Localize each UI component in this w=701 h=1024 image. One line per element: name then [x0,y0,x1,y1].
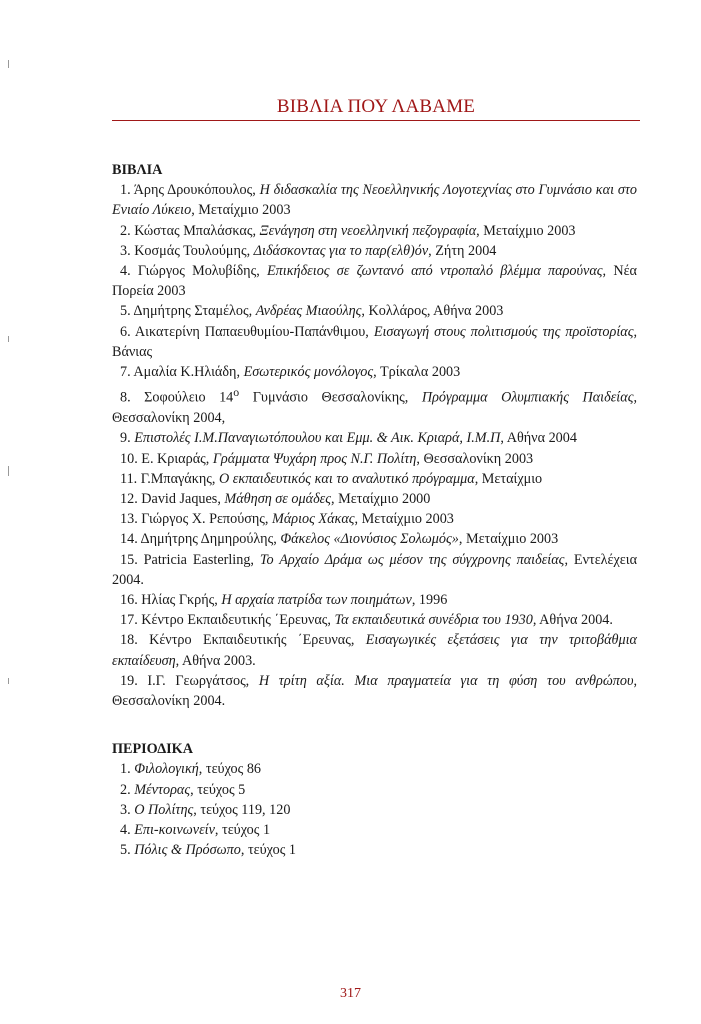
entry-post: , Βάνιας [112,323,638,360]
list-item [112,840,637,860]
entry-post: , Μεταίχμιο 2003 [476,222,576,239]
entry-title: Διδάσκοντας για το παρ(ελθ)όν [253,242,429,259]
entry-post: , Κολλάρος, Αθήνα 2003 [361,303,504,320]
entry-post: , Νέα Πορεία 2003 [112,263,637,300]
entry-post: , Μεταίχμιο 2003 [458,531,559,548]
list-item [112,428,637,448]
scan-margin-mark [8,336,9,342]
entry-post: , Μεταίχμιο [474,470,543,487]
entry-title: Επιστολές Ι.Μ.Παναγιωτόπουλου και Εμμ. & Αικ. Κριαρά, Ι.Μ.Π [134,430,501,447]
entry-title: Επικήδειος σε ζωντανό από ντροπαλό βλέμμα παρούνας [267,263,603,280]
list-item [112,529,637,549]
entry-title: Ξενάγηση στη νεοελληνική πεζογραφία [259,222,477,239]
entry-title: Μάριος Χάκας [272,511,355,528]
entry-post: , τεύχος 119, 120 [193,801,291,818]
periodicals-heading: ΠΕΡΙΟΔΙΚΑ [112,741,193,758]
list-item [112,759,637,779]
scan-margin-mark [8,60,9,68]
list-item [112,362,637,382]
entry-pre: 5. Δημήτρης Σταμέλος, [120,303,256,320]
entry-title: Ο εκπαιδευτικός και το αναλυτικό πρόγραμμα [219,470,475,487]
entry-pre: 18. Κέντρο Εκπαιδευτικής ΄Ερευνας, [120,632,366,649]
list-item [112,449,637,469]
entry-title: Εισαγωγή στους πολιτισμούς της προϊστορίας [373,323,634,340]
entry-post: , τεύχος 86 [198,761,262,778]
entry-pre: 5. [120,842,135,859]
list-item [112,780,637,800]
entry-post: , Μεταίχμιο 2000 [331,490,431,507]
entry-post: , τεύχος 5 [190,781,246,798]
entry-post: , 1996 [411,592,448,608]
entry-pre: 11. Γ.Μπαγάκης, [120,470,219,487]
entry-pre: 1. [120,761,135,778]
entry-pre: 17. Κέντρο Εκπαιδευτικής ΄Ερευνας, [120,612,335,629]
entry-title: Εσωτερικός μονόλογος [243,364,374,381]
entry-pre: 15. Patricia Easterling, [120,551,260,568]
entry-title: Το Αρχαίο Δράμα ως μέσον της σύγχρονης παιδείας [259,551,565,568]
entry-pre: 12. David Jaques, [120,490,225,507]
entry-pre: 3. [120,801,135,818]
list-item [112,671,637,711]
entry-pre: 10. Ε. Κριαράς, [120,450,213,467]
entry-title: Φάκελος «Διονύσιος Σολωμός» [280,531,459,548]
books-heading: ΒΙΒΛΙΑ [112,162,163,178]
entry-pre: 4. [120,822,135,839]
entry-post: , Μεταίχμιο 2003 [354,511,454,528]
entry-title: Τα εκπαιδευτικά συνέδρια του 1930 [334,612,533,629]
entry-title: Η τρίτη αξία. Μια πραγματεία για τη φύση του ανθρώπου [258,672,634,689]
list-item [112,800,637,820]
entry-pre: 2. [120,781,135,798]
entry-title: Μέντορας [134,781,191,798]
list-item [112,550,637,590]
entry-pre2: Γυμνάσιο Θεσσαλονίκης, [239,389,422,406]
list-item [112,469,637,489]
entry-post: , Τρίκαλα 2003 [373,364,461,381]
scan-margin-mark [8,466,9,476]
list-item [112,241,637,261]
entry-post: , Θεσσαλονίκη 2004. [112,672,637,710]
periodicals-list [112,759,637,860]
page-title: ΒΙΒΛΙΑ ΠΟΥ ΛΑΒΑΜΕ [276,96,476,117]
scan-margin-mark [8,678,9,684]
entry-pre: 2. Κώστας Μπαλάσκας, [120,222,260,239]
title-rule [112,120,640,121]
entry-title: Μάθηση σε ομάδες [224,490,332,507]
entry-post: , Θεσσαλονίκη 2004, [112,389,637,427]
list-item [112,610,637,630]
entry-pre: 3. Κοσμάς Τουλούμης, [120,242,254,259]
entry-pre: 6. Αικατερίνη Παπαευθυμίου-Παπάνθιμου, [120,323,374,340]
entry-post: , Ζήτη 2004 [428,242,497,259]
list-item [112,322,637,362]
entry-title: Γράμματα Ψυχάρη προς Ν.Γ. Πολίτη [212,450,417,467]
entry-pre: 1. Άρης Δρουκόπουλος, [120,182,260,199]
entry-title: Ο Πολίτης [134,801,194,818]
list-item [112,301,637,321]
entry-pre: 9. [120,430,135,447]
entry-post: , τεύχος 1 [214,822,271,839]
entry-title: Εισαγωγικές εξετάσεις για την τριτοβάθμια εκπαίδευση [112,632,637,669]
entry-title: Πρόγραμμα Ολυμπιακής Παιδείας [421,389,634,406]
entry-title: Πόλις & Πρόσωπο [134,842,241,859]
entry-pre: 14. Δημήτρης Δημηρούλης, [120,531,281,548]
entry-post: , Αθήνα 2004. [532,612,613,629]
entry-post: , Θεσσαλονίκη 2003 [416,450,534,467]
entry-title: Επι-κοινωνείν [134,822,215,839]
entry-pre: 4. Γιώργος Μολυβίδης, [120,263,267,280]
entry-pre: 16. Ηλίας Γκρής, [120,592,222,608]
entry-post: , τεύχος 1 [240,842,296,859]
entry-title: Ανδρέας Μιαούλης [255,303,362,320]
list-item [112,489,637,509]
entry-sup: ο [233,385,240,400]
list-item [112,820,637,840]
list-item [112,630,637,670]
list-item [112,261,637,301]
content [112,160,637,860]
books-list [112,180,637,711]
entry-pre: 8. Σοφούλειο 14 [120,389,234,406]
entry-post: , Αθήνα 2004 [500,430,577,447]
list-item [112,509,637,529]
list-item [112,382,637,428]
entry-post: , Αθήνα 2003. [175,652,256,669]
list-item [112,180,637,220]
entry-title: Η διδασκαλία της Νεοελληνικής Λογοτεχνίας στο Γυμνάσιο και στο Ενιαίο Λύκειο [112,182,637,219]
entry-post: , Μεταίχμιο 2003 [191,202,291,219]
entry-post: , Εντελέχεια 2004. [112,551,637,588]
entry-title: Η αρχαία πατρίδα των ποιημάτων [221,592,412,608]
entry-pre: 13. Γιώργος Χ. Ρεπούσης, [120,511,272,528]
entry-pre: 7. Αμαλία Κ.Ηλιάδη, [120,364,244,381]
entry-pre: 19. Ι.Γ. Γεωργάτσος, [120,672,259,689]
list-item [112,221,637,241]
entry-title: Φιλολογική [134,761,199,778]
page-number: 317 [340,986,361,1001]
list-item [112,590,637,610]
